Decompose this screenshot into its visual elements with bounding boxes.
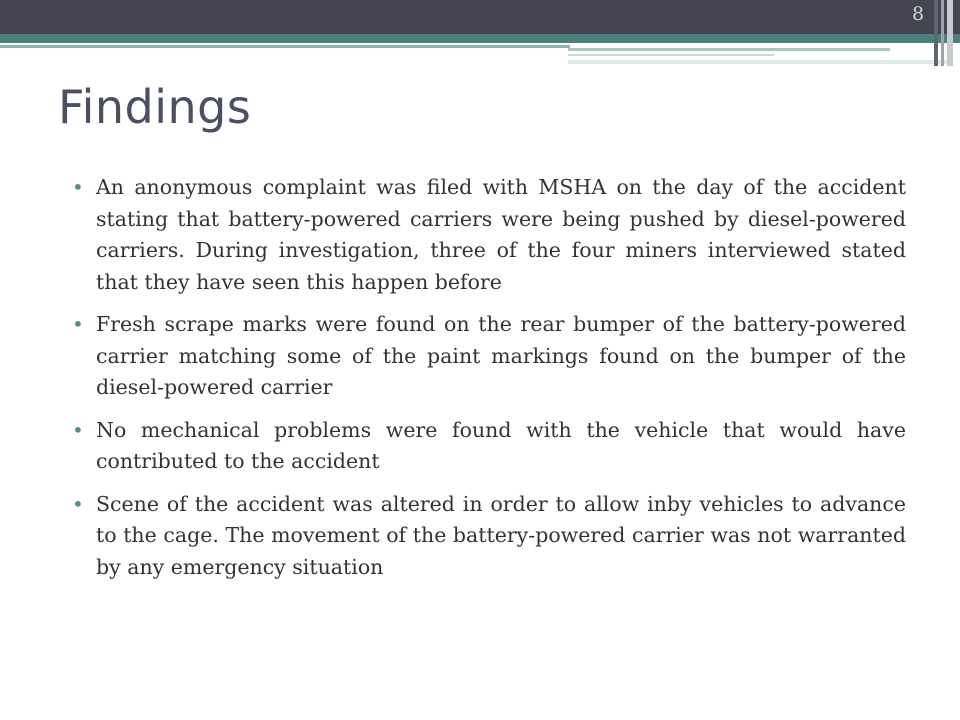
- bullet-dot-icon: •: [72, 491, 84, 516]
- edge-bar: [941, 0, 944, 66]
- header-band-teal: [0, 34, 960, 43]
- slide-title: Findings: [58, 80, 252, 134]
- bullet-item: [72, 415, 906, 478]
- header-accent-line: [568, 48, 890, 51]
- bullet-item: [72, 172, 906, 298]
- header-accent-line: [0, 45, 570, 48]
- bullet-item: [72, 309, 906, 404]
- page-number: 8: [911, 3, 925, 25]
- bullet-text: An anonymous complaint was filed with MSHA on the day of the accident stating that battery-powered carriers were being pushed by diesel-powered carriers. During investigation, three of the four miners interviewed stated that they have seen this happen before: [96, 175, 906, 294]
- bullet-item: [72, 489, 906, 584]
- bullet-text: Scene of the accident was altered in order to allow inby vehicles to advance to the cage. The movement of the battery-powered carrier was not warranted by any emergency situation: [96, 491, 906, 579]
- edge-bar: [947, 0, 953, 66]
- bullet-text: No mechanical problems were found with the vehicle that would have contributed to the accident: [96, 417, 906, 473]
- bullet-dot-icon: •: [72, 312, 84, 336]
- bullet-dot-icon: •: [72, 175, 84, 199]
- header-accent-line: [568, 60, 948, 64]
- bullet-text: Fresh scrape marks were found on the rear bumper of the battery-powered carrier matching some of the paint markings found on the bumper of the diesel-powered carrier: [96, 312, 906, 399]
- bullet-dot-icon: •: [72, 417, 84, 442]
- header-accent-line: [568, 54, 774, 56]
- header-band-dark: [0, 0, 960, 34]
- edge-bar: [934, 0, 938, 66]
- bullet-list: [72, 172, 906, 594]
